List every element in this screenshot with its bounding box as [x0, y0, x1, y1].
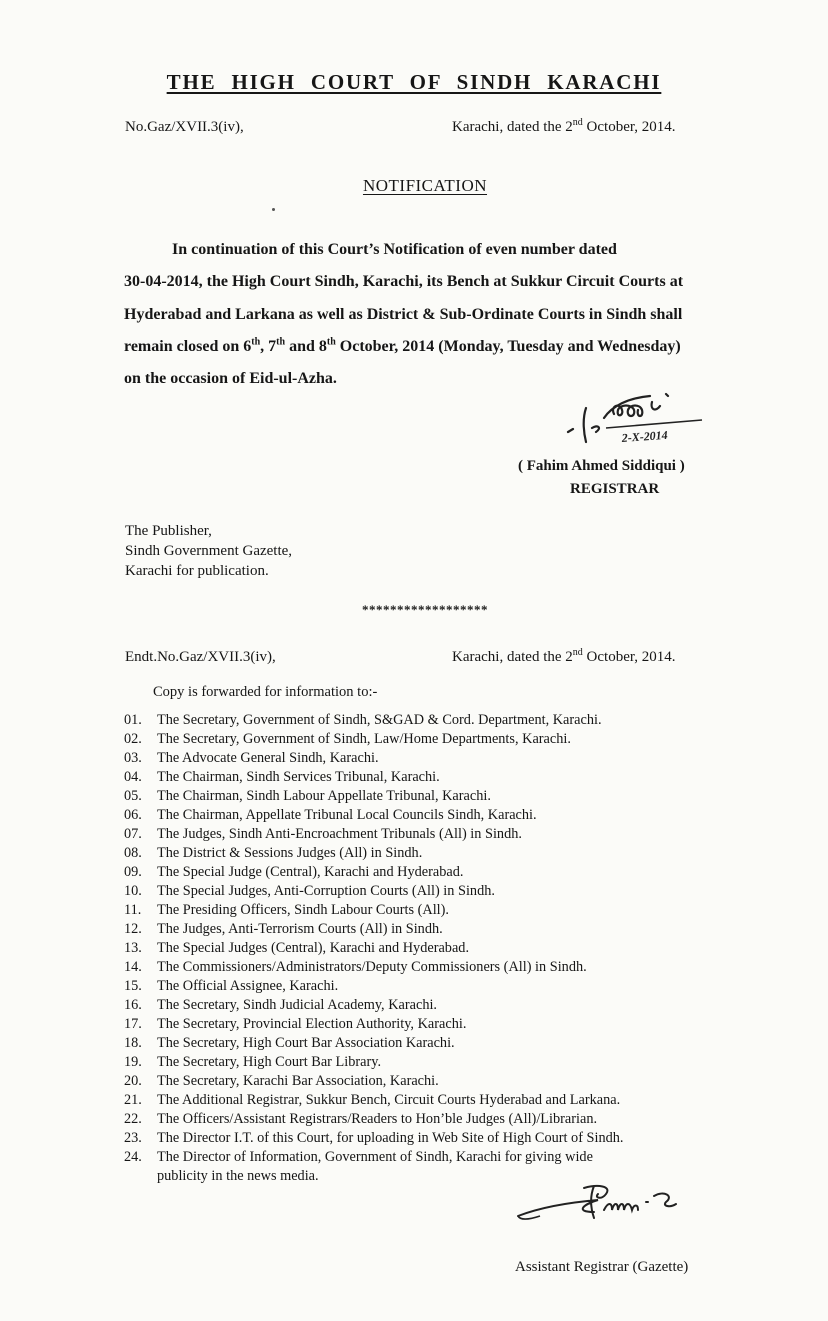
list-item: 11. The Presiding Officers, Sindh Labour Courts (All).	[124, 902, 449, 918]
list-item: 09. The Special Judge (Central), Karachi and Hyderabad.	[124, 864, 464, 880]
list-item: 20. The Secretary, Karachi Bar Association, Karachi.	[124, 1073, 439, 1089]
list-item: 16. The Secretary, Sindh Judicial Academy, Karachi.	[124, 997, 438, 1013]
list-item: 01. The Secretary, Government of Sindh, S&GAD & Cord. Department, Karachi.	[124, 712, 602, 728]
list-item-continuation: publicity in the news media.	[157, 1168, 319, 1184]
list-item: 13. The Special Judges (Central), Karachi and Hyderabad.	[124, 940, 470, 956]
list-item: 17. The Secretary, Provincial Election Authority, Karachi.	[124, 1016, 467, 1032]
list-item: 18. The Secretary, High Court Bar Association Karachi.	[124, 1035, 455, 1051]
body-line: on the occasion of Eid-ul-Azha.	[124, 370, 337, 388]
notification-date: Karachi, dated the 2nd October, 2014.	[452, 117, 676, 135]
scan-speck	[272, 208, 275, 211]
distribution-list	[124, 711, 623, 1186]
body-line: In continuation of this Court’s Notification of even number dated	[172, 241, 617, 258]
body-line: Hyderabad and Larkana as well as District & Sub-Ordinate Courts in Sindh shall	[124, 305, 683, 323]
list-item: 24. The Director of Information, Government of Sindh, Karachi for giving wide	[124, 1149, 593, 1165]
list-item: 10. The Special Judges, Anti-Corruption Courts (All) in Sindh.	[124, 883, 495, 899]
list-item: 22. The Officers/Assistant Registrars/Readers to Hon’ble Judges (All)/Librarian.	[124, 1111, 598, 1127]
list-item: 05. The Chairman, Sindh Labour Appellate Tribunal, Karachi.	[124, 788, 491, 804]
list-item: 02. The Secretary, Government of Sindh, Law/Home Departments, Karachi.	[124, 731, 571, 747]
registrar-signature	[562, 392, 712, 452]
reference-number: No.Gaz/XVII.3(iv),	[125, 119, 244, 135]
notification-heading: NOTIFICATION	[362, 176, 488, 195]
registrar-name: ( Fahim Ahmed Siddiqui )	[518, 458, 685, 474]
endorsement-number: Endt.No.Gaz/XVII.3(iv),	[125, 649, 276, 665]
assistant-registrar-title: Assistant Registrar (Gazette)	[515, 1259, 689, 1275]
body-line: 30-04-2014, the High Court Sindh, Karachi, its Bench at Sukkur Circuit Courts at	[124, 273, 684, 291]
list-item: 19. The Secretary, High Court Bar Library.	[124, 1054, 382, 1070]
publisher-line: Sindh Government Gazette,	[125, 543, 293, 559]
body-line: remain closed on 6th, 7th and 8th October, 2014 (Monday, Tuesday and Wednesday)	[124, 336, 681, 355]
signature-date: 2-X-2014	[621, 427, 669, 445]
list-item: 07. The Judges, Sindh Anti-Encroachment Tribunals (All) in Sindh.	[124, 826, 522, 842]
registrar-title: REGISTRAR	[570, 481, 660, 497]
list-item: 21. The Additional Registrar, Sukkur Bench, Circuit Courts Hyderabad and Larkana.	[124, 1092, 621, 1108]
publisher-line: The Publisher,	[125, 523, 212, 539]
endorsement-date: Karachi, dated the 2nd October, 2014.	[452, 647, 676, 665]
publisher-line: Karachi for publication.	[125, 563, 269, 579]
list-item: 08. The District & Sessions Judges (All) in Sindh.	[124, 845, 423, 861]
notification-body	[124, 234, 728, 395]
list-item: 04. The Chairman, Sindh Services Tribunal, Karachi.	[124, 769, 440, 785]
list-item: 06. The Chairman, Appellate Tribunal Local Councils Sindh, Karachi.	[124, 807, 537, 823]
list-item: 23. The Director I.T. of this Court, for uploading in Web Site of High Court of Sindh.	[124, 1130, 624, 1146]
court-title: THE HIGH COURT OF SINDH KARACHI	[166, 70, 662, 94]
list-item: 12. The Judges, Anti-Terrorism Courts (All) in Sindh.	[124, 921, 443, 937]
assistant-registrar-signature	[514, 1182, 704, 1232]
list-item: 03. The Advocate General Sindh, Karachi.	[124, 750, 379, 766]
list-item: 14. The Commissioners/Administrators/Deputy Commissioners (All) in Sindh.	[124, 959, 587, 975]
copy-forward-intro: Copy is forwarded for information to:-	[153, 684, 378, 700]
separator-stars: ******************	[362, 602, 488, 617]
list-item: 15. The Official Assignee, Karachi.	[124, 978, 339, 994]
